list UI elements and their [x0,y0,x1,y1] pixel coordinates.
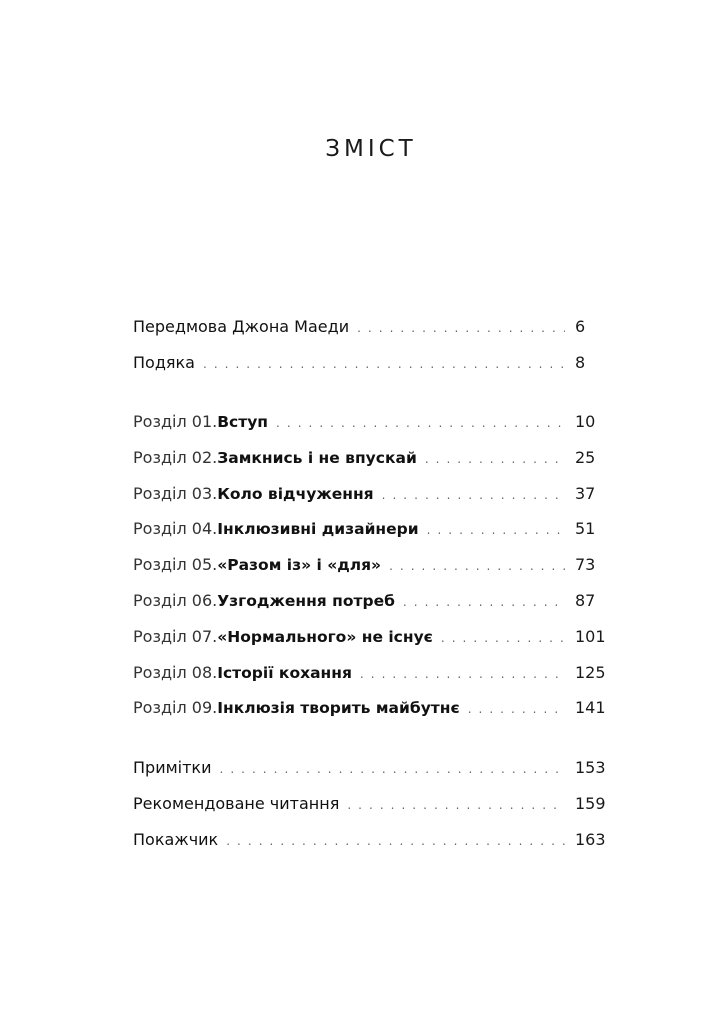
toc-chapter-entry[interactable] [133,440,609,476]
toc-page-number: 73 [575,555,596,575]
chapter-title: Інклюзивні дизайнери [217,520,419,539]
toc-chapter-entry[interactable] [133,583,609,619]
chapter-title: Вступ [217,413,269,431]
toc-front-matter [133,309,609,381]
chapter-title: Замкнись і не впускай [217,448,417,467]
toc-leader-dots [357,311,565,347]
toc-leader-dots [389,549,565,585]
chapter-number: Розділ 01. [133,412,218,431]
toc-page-number: 87 [575,590,596,610]
chapter-title: Узгодження потреб [217,591,395,610]
toc-entry[interactable] [133,309,609,345]
chapter-number: Розділ 04. [133,519,218,539]
chapter-title: Коло відчуження [217,484,374,503]
toc-entry[interactable] [133,786,609,822]
toc-leader-dots [276,406,565,442]
toc-chapter-entry[interactable] [133,547,609,583]
toc-page-number: 101 [575,626,606,646]
page-title: ЗМІСТ [325,136,417,162]
chapter-number: Розділ 05. [133,555,218,575]
chapter-title: «Нормального» не існує [217,627,433,646]
toc-page-number: 10 [575,412,596,431]
toc-leader-dots [219,752,565,788]
toc-entry[interactable] [133,750,609,786]
toc-page-number: 25 [575,447,596,467]
chapter-title: Історії кохання [217,663,352,682]
toc-page-number: 6 [575,317,586,336]
chapter-title: Інклюзія творить майбутнє [217,699,460,718]
toc-chapter-entry[interactable] [133,404,609,440]
chapter-number: Розділ 07. [133,626,218,646]
toc-entry-name: Передмова Джона Маеди [133,317,350,336]
toc-entry-name: Примітки [133,758,212,777]
toc-chapter-entry[interactable] [133,655,609,691]
toc-chapter-entry[interactable] [133,690,609,726]
toc-leader-dots [347,788,565,824]
toc-page-number: 141 [575,698,606,718]
toc-page-number: 163 [575,829,606,849]
toc-page-number: 159 [575,793,606,813]
chapter-number: Розділ 02. [133,447,218,467]
chapter-number: Розділ 06. [133,590,218,610]
toc-page-number: 51 [575,519,596,539]
toc-leader-dots [441,621,565,657]
toc-chapters [133,404,609,726]
toc-page-number: 153 [575,758,606,777]
toc-chapter-entry[interactable] [133,476,609,512]
toc-back-matter [133,750,609,857]
toc-entry[interactable] [133,822,609,858]
toc-leader-dots [425,442,565,478]
toc-leader-dots [360,657,565,693]
toc-entry[interactable] [133,345,609,381]
toc-leader-dots [468,692,565,728]
toc-leader-dots [403,585,565,621]
chapter-number: Розділ 08. [133,662,218,682]
toc-page-number: 8 [575,352,586,372]
toc-leader-dots [226,824,565,860]
chapter-number: Розділ 03. [133,483,218,503]
toc-entry-name: Рекомендоване читання [133,793,340,813]
toc-chapter-entry[interactable] [133,619,609,655]
chapter-number: Розділ 09. [133,698,218,718]
toc-entry-name: Покажчик [133,829,219,849]
toc-leader-dots [427,513,565,549]
chapter-title: «Разом із» і «для» [217,556,382,575]
toc-leader-dots [382,478,565,514]
toc-leader-dots [203,347,565,383]
toc-chapter-entry[interactable] [133,511,609,547]
toc-page-number: 37 [575,483,596,503]
toc-entry-name: Подяка [133,352,195,372]
toc-page-number: 125 [575,662,606,682]
